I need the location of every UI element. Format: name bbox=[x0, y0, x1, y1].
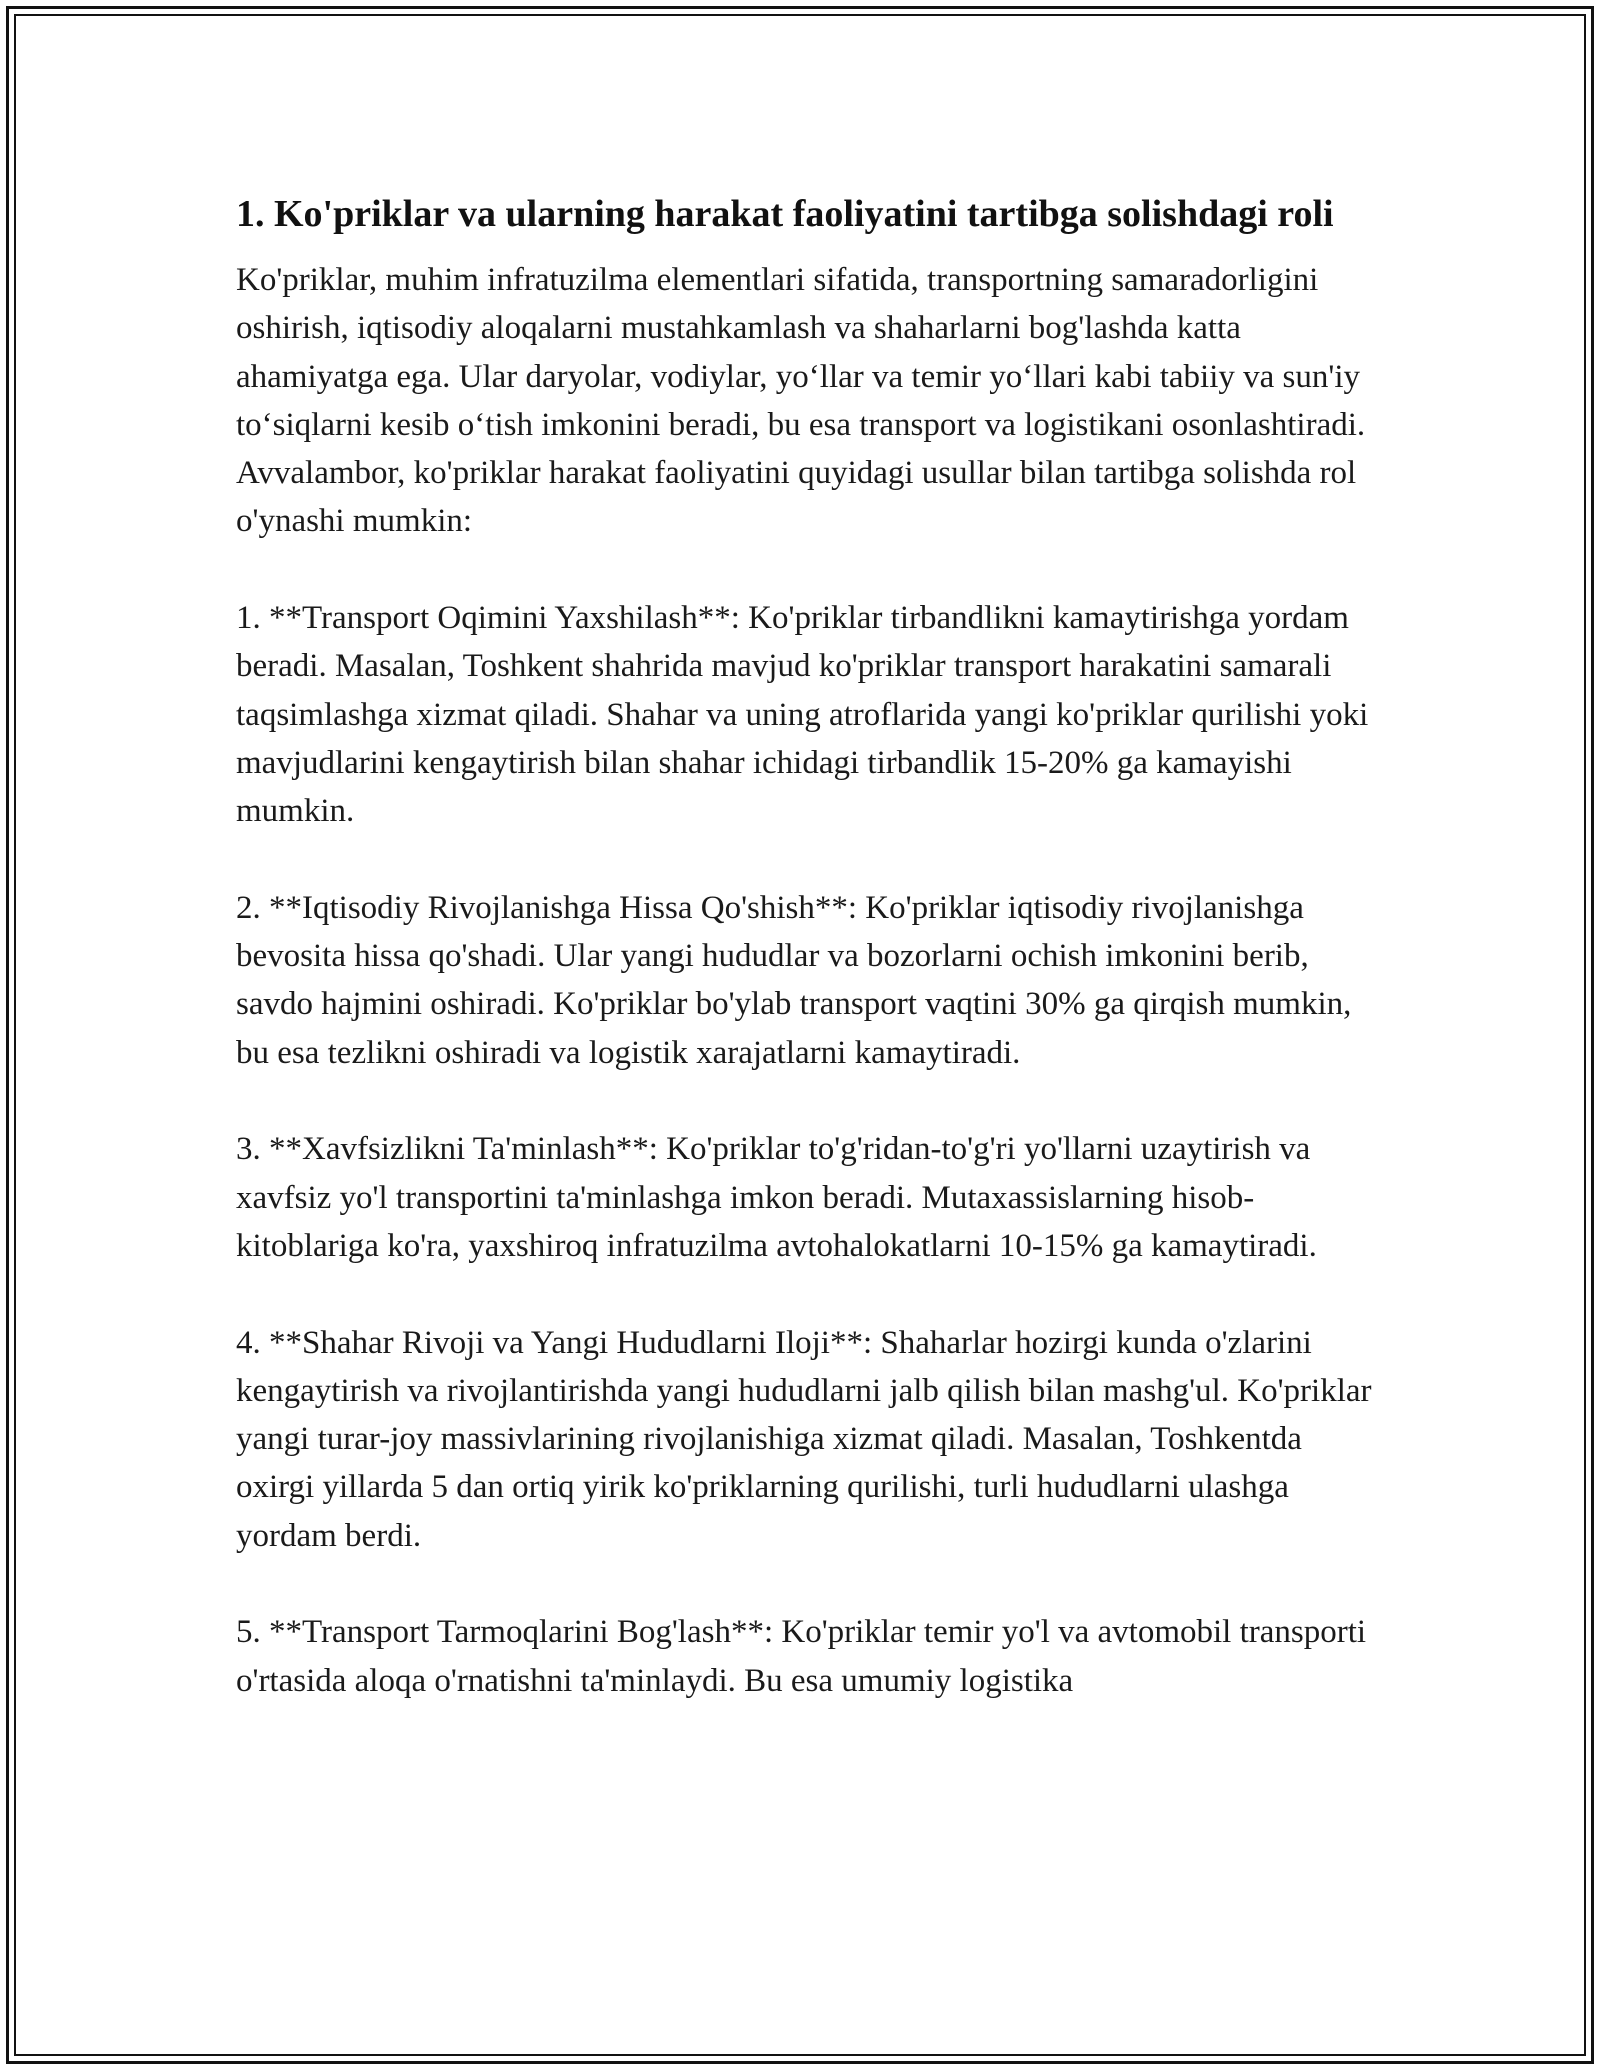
document-title: 1. Ko'priklar va ularning harakat faoliyatini tartibga solishdagi roli bbox=[236, 193, 1334, 235]
list-item-4: 4. **Shahar Rivoji va Yangi Hududlarni Iloji**: Shaharlar hozirgi kunda o'zlarini kengaytirish va rivojlantirishda yangi hududlarni jalb qilish bilan mashg'ul. Ko'priklar yangi turar-joy massivlarining rivojlanishiga xizmat qiladi. Masalan, Toshkentda oxirgi yillarda 5 dan ortiq yirik ko'priklarning qurilishi, turli hududlarni ulashga yordam berdi. bbox=[236, 1324, 1372, 1554]
list-item-5: 5. **Transport Tarmoqlarini Bog'lash**: Ko'priklar temir yo'l va avtomobil transporti o'rtasida aloqa o'rnatishni ta'minlaydi. Bu esa umumiy logistika bbox=[236, 1614, 1367, 1699]
list-item-3: 3. **Xavfsizlikni Ta'minlash**: Ko'priklar to'g'ridan-to'g'ri yo'llarni uzaytirish va xavfsiz yo'l transportini ta'minlashga imkon beradi. Mutaxassislarning hisob-kitoblariga ko'ra, yaxshiroq infratuzilma avtohalokatlarni 10-15% ga kamaytiradi. bbox=[236, 1131, 1317, 1264]
document-body bbox=[236, 186, 1376, 1705]
list-item-2: 2. **Iqtisodiy Rivojlanishga Hissa Qo'shish**: Ko'priklar iqtisodiy rivojlanishga bevosita hissa qo'shadi. Ular yangi hududlar va bozorlarni ochish imkonini berib, savdo hajmini oshiradi. Ko'priklar bo'ylab transport vaqtini 30% ga qirqish mumkin, bu esa tezlikni oshiradi va logistik xarajatlarni kamaytiradi. bbox=[236, 889, 1352, 1071]
list-item-1: 1. **Transport Oqimini Yaxshilash**: Ko'priklar tirbandlikni kamaytirishga yordam beradi. Masalan, Toshkent shahrida mavjud ko'priklar transport harakatini samarali taqsimlashga xizmat qiladi. Shahar va uning atroflarida yangi ko'priklar qurilishi yoki mavjudlarini kengaytirish bilan shahar ichidagi tirbandlik 15-20% ga kamayishi mumkin. bbox=[236, 600, 1369, 830]
intro-paragraph: Ko'priklar, muhim infratuzilma elementlari sifatida, transportning samaradorligini oshirish, iqtisodiy aloqalarni mustahkamlash va shaharlarni bog'lashda katta ahamiyatga ega. Ular daryolar, vodiylar, yo‘llar va temir yo‘llari kabi tabiiy va sun'iy to‘siqlarni kesib o‘tish imkonini beradi, bu esa transport va logistikani osonlashtiradi. Avvalambor, ko'priklar harakat faoliyatini quyidagi usullar bilan tartibga solishda rol o'ynashi mumkin: bbox=[236, 262, 1366, 540]
